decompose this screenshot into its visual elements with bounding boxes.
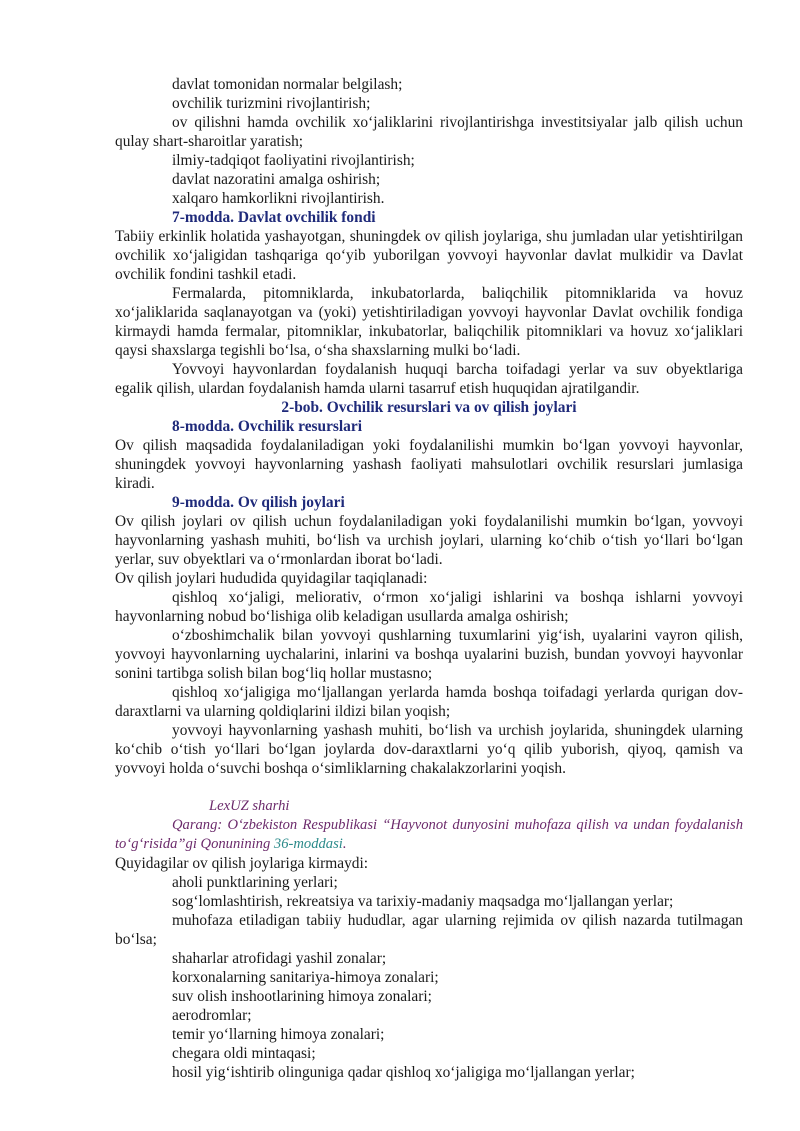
paragraph: Ov qilish joylari ov qilish uchun foydalaniladigan yoki foydalanilishi mumkin bo‘lgan, yovvoyi hayvonlarning yashash muhiti, bo‘lish va urchish joylari, ularning ko‘chib o‘tish yo‘llari bo‘lgan yerlar, suv obyektlari va o‘rmonlardan iborat bo‘ladi. (115, 513, 743, 568)
chapter-heading: 2-bob. Ovchilik resurslari va ov qilish joylari (281, 399, 577, 416)
article-heading: 9-modda. Ov qilish joylari (172, 494, 345, 511)
note-text-after: . (342, 836, 347, 852)
list-item: davlat tomonidan normalar belgilash; (172, 76, 403, 93)
list-item: aerodromlar; (172, 1007, 252, 1024)
list-item: shaharlar atrofidagi yashil zonalar; (172, 950, 387, 967)
paragraph: qishloq xo‘jaligi, meliorativ, o‘rmon xo‘jaligi ishlarini va boshqa ishlarni yovvoyi hayvonlarning nobud bo‘lishiga olib keladigan usullarda amalga oshirish; (115, 589, 743, 625)
paragraph: Tabiiy erkinlik holatida yashayotgan, shuningdek ov qilish joylariga, shu jumladan ular yetishtirilgan ovchilik xo‘jaligidan tashqariga qo‘yib yuborilgan yovvoyi hayvonlar davlat mulkidir va Davlat ovchilik fondini tashkil etadi. (115, 228, 743, 283)
list-item: korxonalarning sanitariya-himoya zonalari; (172, 969, 439, 986)
document-body (115, 75, 743, 778)
paragraph: Yovvoyi hayvonlardan foydalanish huquqi barcha toifadagi yerlar va suv obyektlariga egalik qilish, ulardan foydalanish hamda ularni tasarruf etish huquqidan ajratilgandir. (115, 361, 743, 397)
paragraph: muhofaza etiladigan tabiiy hududlar, agar ularning rejimida ov qilish nazarda tutilmagan bo‘lsa; (115, 912, 743, 948)
note-text (115, 816, 743, 854)
note-link[interactable]: 36-moddasi (273, 836, 343, 852)
list-item: hosil yig‘ishtirib olinguniga qadar qishloq xo‘jaligiga mo‘ljallangan yerlar; (172, 1064, 635, 1081)
article-heading: 8-modda. Ovchilik resurslari (172, 418, 362, 435)
note-title: LexUZ sharhi (209, 798, 290, 814)
list-item: chegara oldi mintaqasi; (172, 1045, 316, 1062)
paragraph: o‘zboshimchalik bilan yovvoyi qushlarning tuxumlarini yig‘ish, uyalarini vayron qilish, yovvoyi hayvonlarning uychalarini, inlarini va boshqa uyalarini buzish, bundan yovvoyi hayvonlar sonini tartibga solish bilan bog‘liq hollar mustasno; (115, 627, 743, 682)
paragraph: Ov qilish maqsadida foydalaniladigan yoki foydalanilishi mumkin bo‘lgan yovvoyi hayvonlar, shuningdek yovvoyi hayvonlarning yashash faoliyati mahsulotlari ovchilik resurslari jumlasiga kiradi. (115, 437, 743, 492)
list-item: davlat nazoratini amalga oshirish; (172, 171, 381, 188)
paragraph: ov qilishni hamda ovchilik xo‘jaliklarini rivojlantirishga investitsiyalar jalb qilish uchun qulay shart-sharoitlar yaratish; (115, 114, 743, 150)
article-heading: 7-modda. Davlat ovchilik fondi (172, 209, 376, 226)
spacer (115, 778, 743, 797)
list-item: suv olish inshootlarining himoya zonalari; (172, 988, 432, 1005)
paragraph: Quyidagilar ov qilish joylariga kirmaydi: (115, 855, 369, 872)
list-item: ilmiy-tadqiqot faoliyatini rivojlantirish; (172, 152, 415, 169)
list-item: xalqaro hamkorlikni rivojlantirish. (172, 190, 385, 207)
document-body-continued (115, 854, 743, 1082)
paragraph: Fermalarda, pitomniklarda, inkubatorlarda, baliqchilik pitomniklarida va hovuz xo‘jaliklarida saqlanayotgan va (yoki) yetishtiriladigan yovvoyi hayvonlar Davlat ovchilik fondiga kirmaydi hamda fermalar, pitomniklar, inkubatorlar, baliqchilik pitomniklari va hovuz xo‘jaliklari qaysi shaxslarga tegishli bo‘lsa, o‘sha shaxslarning mulki bo‘ladi. (115, 285, 743, 359)
paragraph: qishloq xo‘jaligiga mo‘ljallangan yerlarda hamda boshqa toifadagi yerlarda qurigan dov-daraxtlarni va ularning qoldiqlarini ildizi bilan yoqish; (115, 684, 743, 720)
lexuz-note (115, 797, 743, 854)
list-item: temir yo‘llarning himoya zonalari; (172, 1026, 385, 1043)
paragraph: Ov qilish joylari hududida quyidagilar taqiqlanadi: (115, 570, 428, 587)
list-item: aholi punktlarining yerlari; (172, 874, 338, 891)
list-item: sog‘lomlashtirish, rekreatsiya va tarixiy-madaniy maqsadga mo‘ljallangan yerlar; (172, 893, 674, 910)
paragraph: yovvoyi hayvonlarning yashash muhiti, bo‘lish va urchish joylarida, shuningdek ularning ko‘chib o‘tish yo‘llari bo‘lgan joylarda dov-daraxtlarni yo‘q qilib yuborish, qiyoq, qamish va yovvoyi holda o‘suvchi boshqa o‘simliklarning chakalakzorlarini yoqish. (115, 722, 743, 777)
list-item: ovchilik turizmini rivojlantirish; (172, 95, 371, 112)
note-text-before: Qarang: O‘zbekiston Respublikasi “Hayvonot dunyosini muhofaza qilish va undan foydalanish to‘g‘risida”gi Qonunining (115, 817, 743, 852)
